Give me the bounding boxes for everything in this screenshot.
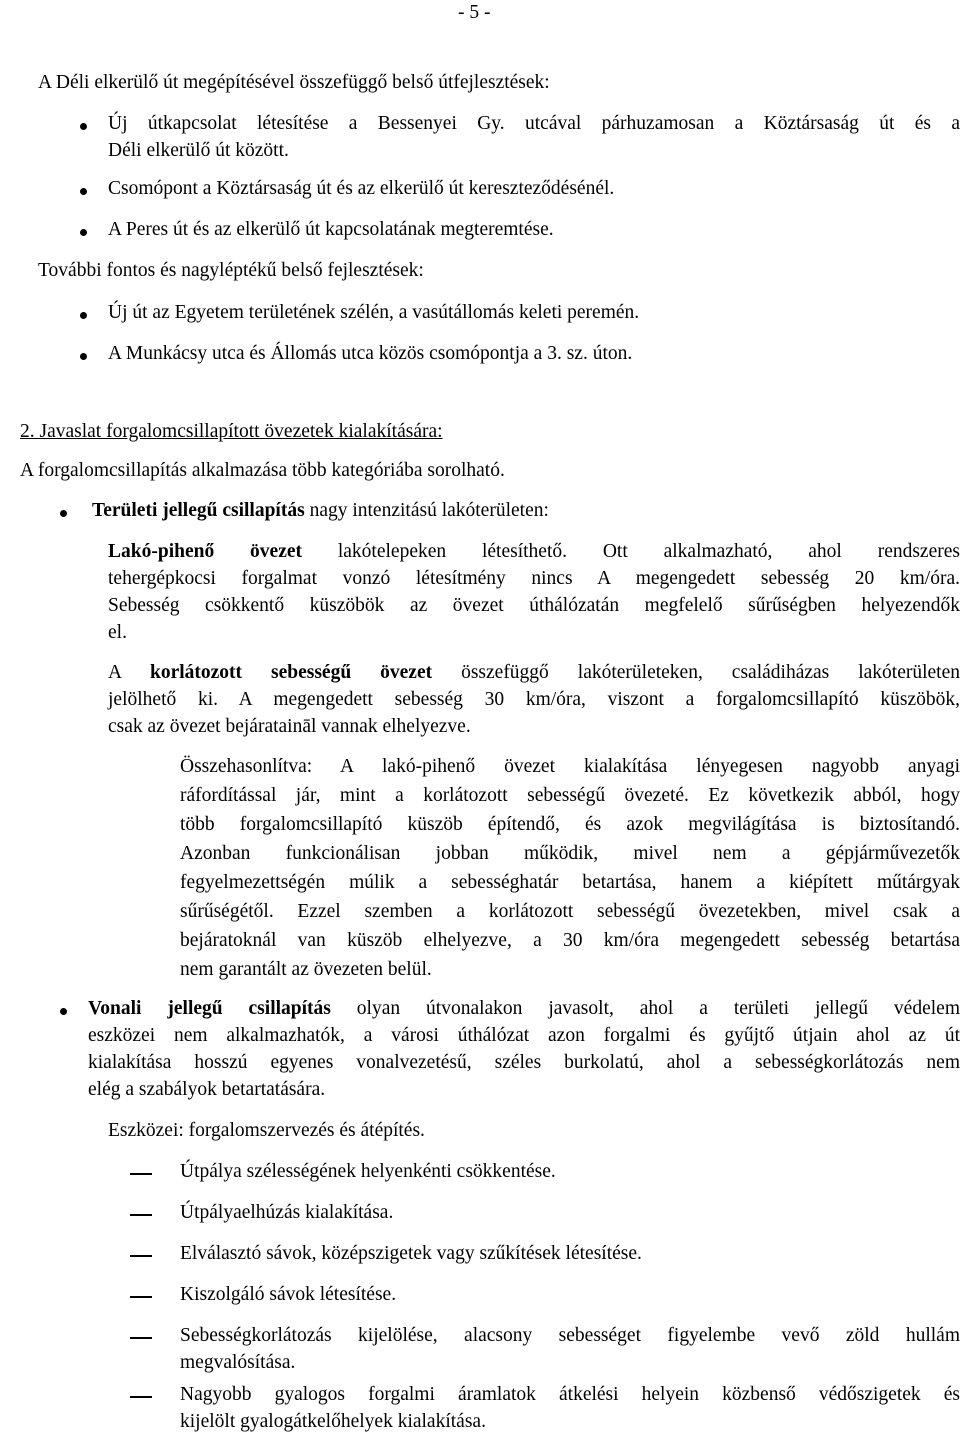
comparison-line: Összehasonlítva: A lakó-pihenő övezet kialakítása lényegesen nagyobb anyagi — [180, 756, 960, 777]
dash-icon — [130, 1337, 152, 1339]
linear-calming-title: Vonali jellegű csillapítás — [88, 998, 331, 1019]
comparison-line: fegyelmezettségén múlik a sebességhatár betartása, hanem a kiépített műtárgyak — [180, 872, 960, 893]
comparison-line: sűrűségétől. Ezzel szemben a korlátozott sebességű övezetekben, mivel csak a — [180, 901, 960, 922]
section-heading-further: További fontos és nagyléptékű belső fejlesztések: — [38, 260, 424, 281]
intro-text: A forgalomcsillapítás alkalmazása több kategóriába sorolható. — [20, 460, 505, 481]
zone-name-residential: Lakó-pihenő övezet — [108, 541, 303, 562]
tool-item-line: Sebességkorlátozás kijelölése, alacsony sebességet figyelembe vevő zöld hullám — [180, 1325, 960, 1346]
list-item: Csomópont a Köztársaság út és az elkerülő út kereszteződésénél. — [108, 178, 615, 199]
list-item-line: Új útkapcsolat létesítése a Bessenyei Gy. utcával párhuzamosan a Köztársaság út és a — [108, 113, 960, 134]
paragraph-line — [108, 541, 960, 563]
paragraph-line: kialakítása hosszú egyenes vonalvezetésű, széles burkolatú, ahol a sebességkorlátozás nem — [88, 1052, 960, 1073]
tool-item-line: kijelölt gyalogátkelőhelyek kialakítása. — [180, 1411, 486, 1432]
section-heading-bypass: A Déli elkerülő út megépítésével összefüggő belső útfejlesztések: — [38, 72, 550, 93]
bullet-icon — [80, 229, 87, 236]
tool-item: Kiszolgáló sávok létesítése. — [180, 1284, 397, 1305]
list-item: A Munkácsy utca és Állomás utca közös csomópontja a 3. sz. úton. — [108, 343, 633, 364]
dash-icon — [130, 1296, 152, 1298]
paragraph-line: el. — [108, 622, 127, 643]
list-item: A Peres út és az elkerülő út kapcsolatának megteremtése. — [108, 219, 554, 240]
tools-intro: Eszközei: forgalomszervezés és átépítés. — [108, 1120, 425, 1141]
bullet-icon — [80, 353, 87, 360]
comparison-line: több forgalomcsillapító küszöb építendő, és azok megvilágítása is biztosítandó. — [180, 814, 960, 835]
paragraph-line: csak az övezet bejárataināl vannak elhelyezve. — [108, 716, 471, 737]
area-calming-title: Területi jellegű csillapítás — [92, 500, 305, 521]
bullet-icon — [80, 312, 87, 319]
paragraph-line: eszközei nem alkalmazhatók, a városi úthálózat azon forgalmi és gyűjtő útjain ahol az út — [88, 1025, 960, 1046]
tool-item-line: megvalósítása. — [180, 1352, 296, 1373]
area-calming-rest: nagy intenzitású lakóterületen: — [304, 500, 549, 521]
bullet-icon — [80, 123, 87, 130]
list-item-line: Déli elkerülő út között. — [108, 140, 289, 161]
section-title-proposal: 2. Javaslat forgalomcsillapított övezetek kialakítására: — [20, 421, 443, 442]
page-number: - 5 - — [458, 2, 491, 23]
paragraph-text: lakótelepeken létesíthető. Ott alkalmazható, ahol rendszeres — [302, 541, 960, 562]
tool-item: Útpályaelhúzás kialakítása. — [180, 1202, 394, 1223]
comparison-line: bejáratoknál van küszöb elhelyezve, a 30 km/óra megengedett sebesség betartása — [180, 930, 960, 951]
bullet-icon — [60, 510, 67, 517]
dash-icon — [130, 1396, 152, 1398]
bullet-icon — [80, 188, 87, 195]
paragraph-line: Sebesség csökkentő küszöbök az övezet úthálózatán megfelelő sűrűségben helyezendők — [108, 595, 960, 616]
area-calming-heading — [92, 500, 549, 522]
paragraph-text: olyan útvonalakon javasolt, ahol a területi jellegű védelem — [330, 998, 960, 1019]
paragraph-line — [108, 662, 960, 684]
comparison-line: nem garantált az övezeten belül. — [180, 959, 432, 980]
paragraph-text: A — [108, 662, 150, 683]
paragraph-line: tehergépkocsi forgalmat vonzó létesítmény nincs A megengedett sebesség 20 km/óra. — [108, 568, 960, 589]
dash-icon — [130, 1214, 152, 1216]
comparison-line: ráfordítással jár, mint a korlátozott sebességű övezeté. Ez következik abból, hogy — [180, 785, 960, 806]
bullet-icon — [60, 1008, 67, 1015]
dash-icon — [130, 1173, 152, 1175]
paragraph-text: összefüggő lakóterületeken, családiházas lakóterületen — [432, 662, 960, 683]
tool-item: Útpálya szélességének helyenkénti csökkentése. — [180, 1161, 556, 1182]
zone-name-limited: korlátozott sebességű övezet — [149, 662, 433, 683]
comparison-line: Azonban funkcionálisan jobban működik, mivel nem a gépjárművezetők — [180, 843, 960, 864]
paragraph-line — [88, 998, 960, 1020]
paragraph-line: jelölhető ki. A megengedett sebesség 30 km/óra, viszont a forgalomcsillapító küszöbök, — [108, 689, 960, 710]
list-item: Új út az Egyetem területének szélén, a vasútállomás keleti peremén. — [108, 302, 640, 323]
dash-icon — [130, 1255, 152, 1257]
tool-item: Elválasztó sávok, középszigetek vagy szűkítések létesítése. — [180, 1243, 642, 1264]
tool-item-line: Nagyobb gyalogos forgalmi áramlatok átkelési helyein közbenső védőszigetek és — [180, 1384, 960, 1405]
paragraph-line: elég a szabályok betartatására. — [88, 1079, 326, 1100]
